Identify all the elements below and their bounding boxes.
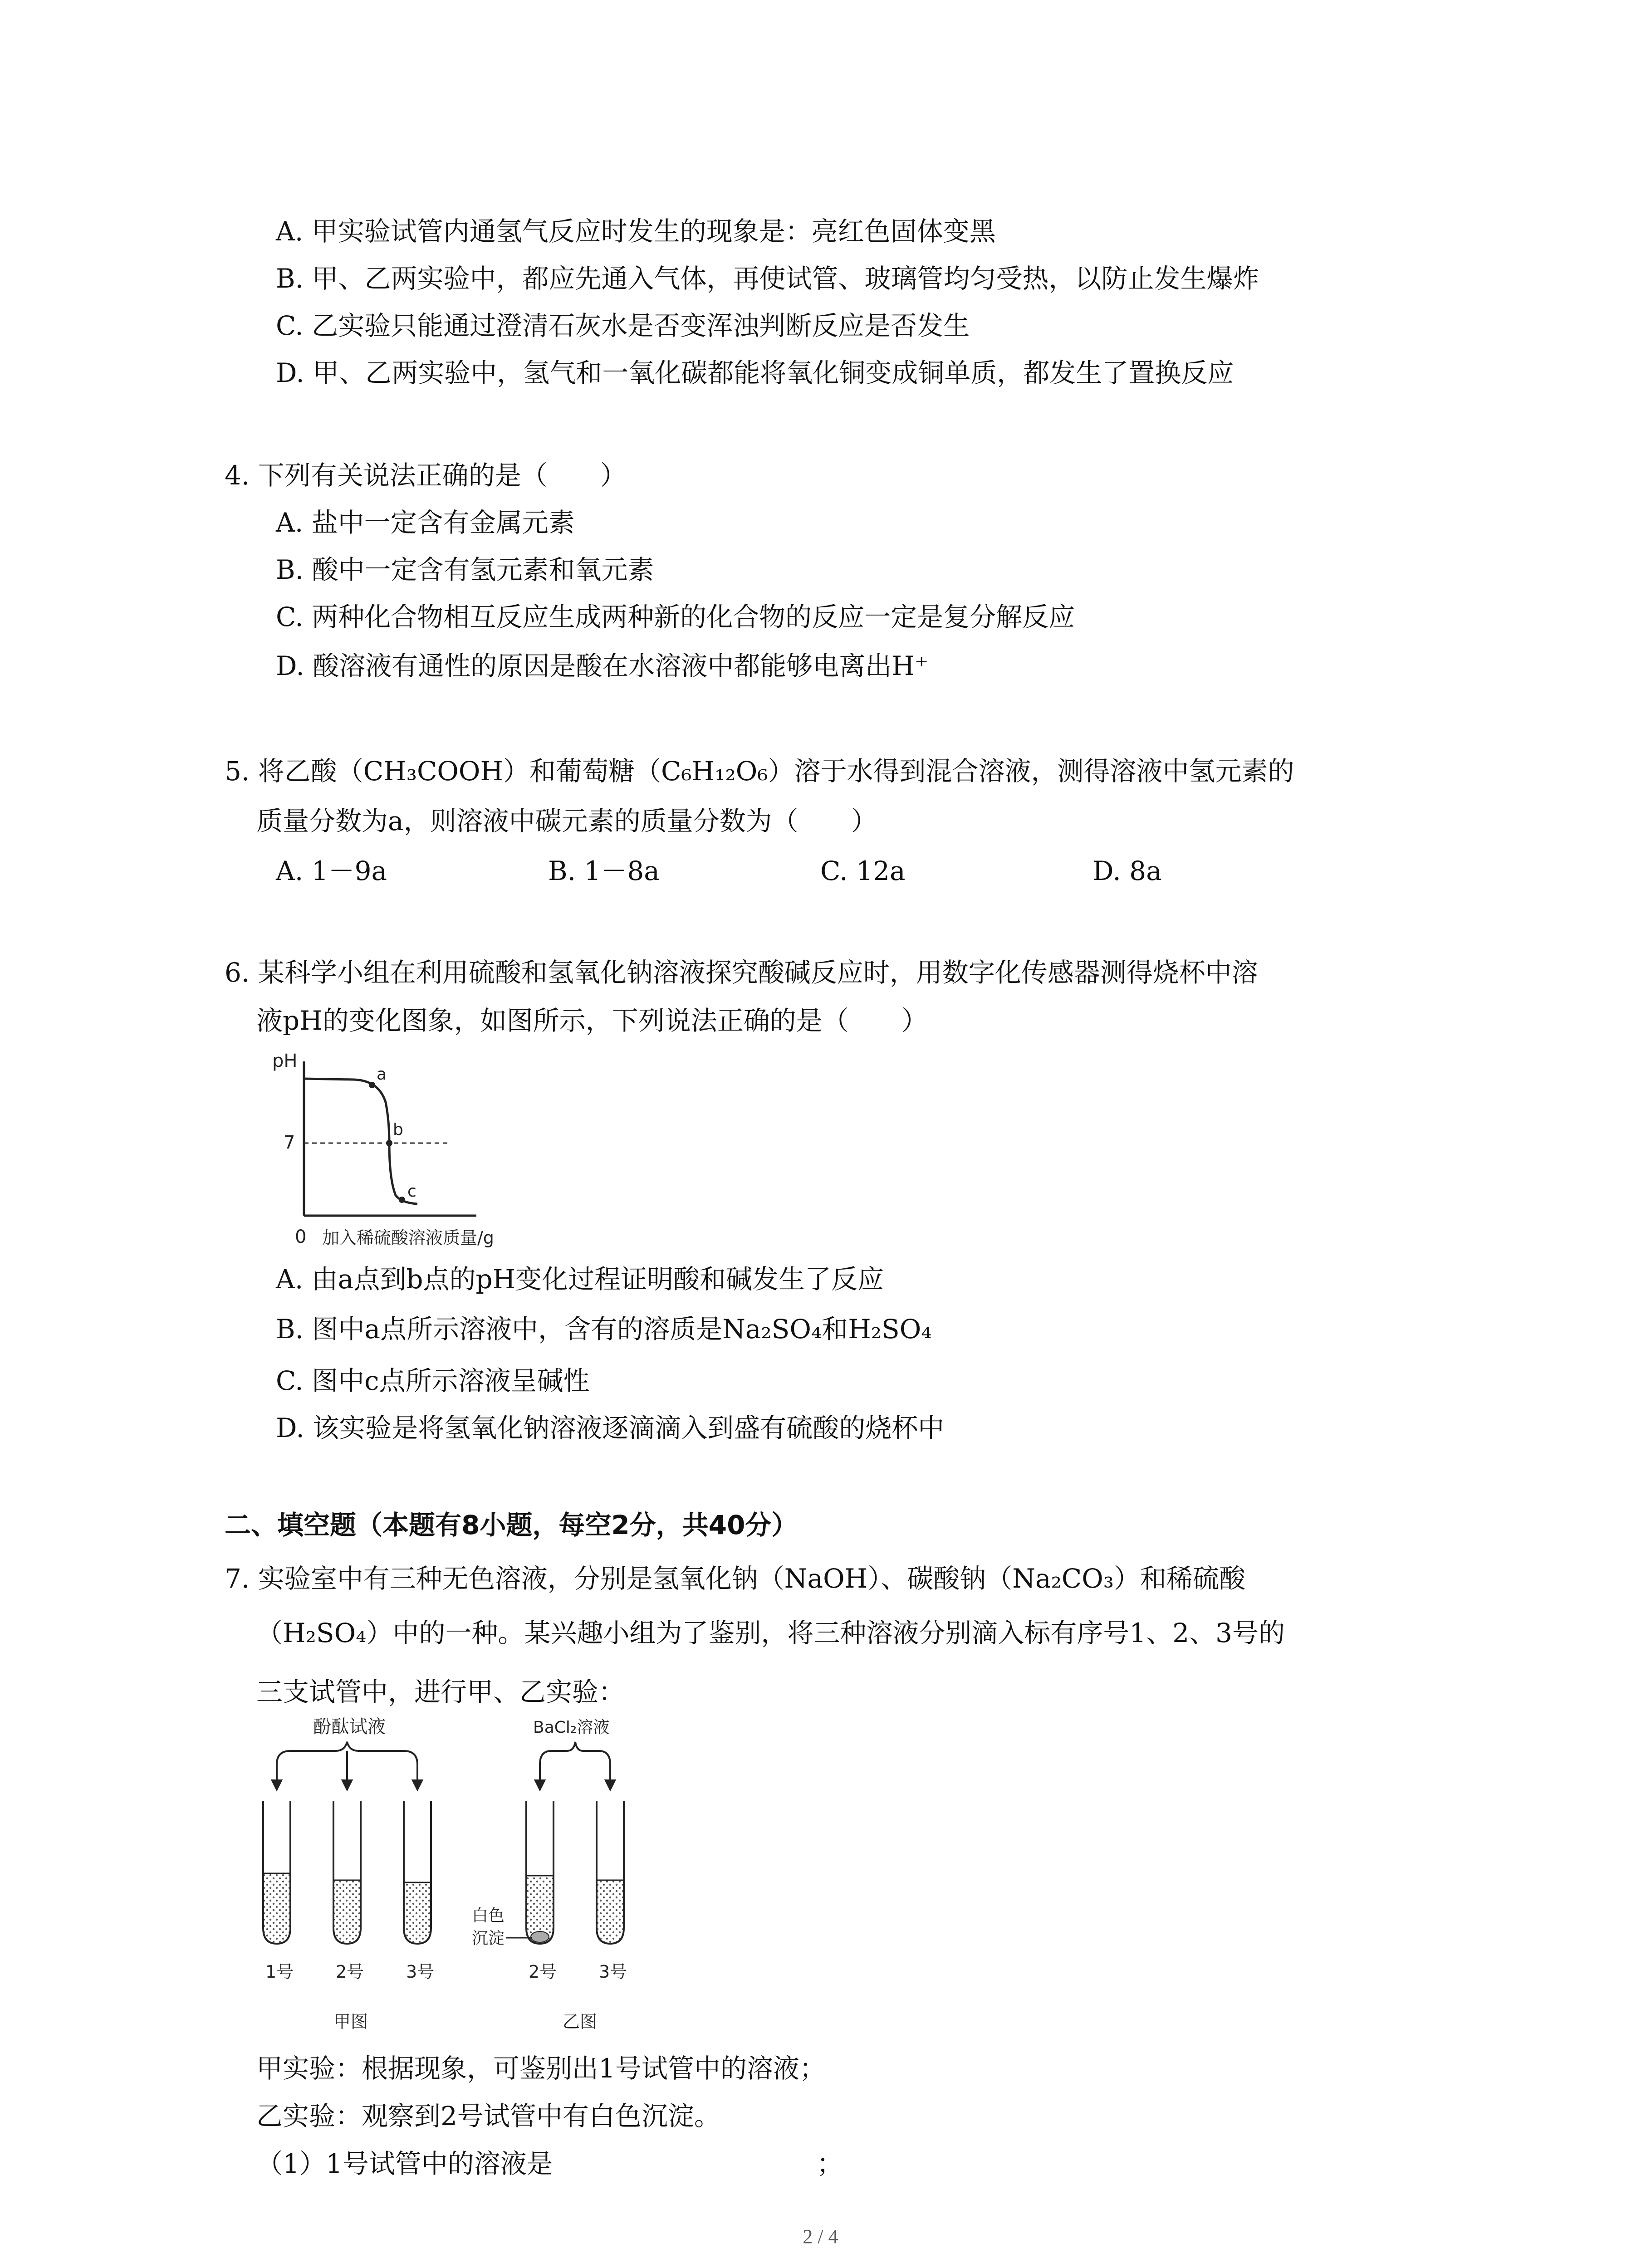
q4-option-b: B. 酸中一定含有氢元素和氧元素 xyxy=(276,554,654,585)
ph-graph xyxy=(263,1043,517,1256)
q7-stem-line2: （H₂SO₄）中的一种。某兴趣小组为了鉴别，将三种溶液分别滴入标有序号1、2、3号的 xyxy=(256,1618,1285,1648)
jia-tube-1-label: 1号 xyxy=(265,1962,294,1982)
test-tube-figure xyxy=(250,1715,726,2041)
page-number: 2 / 4 xyxy=(803,2225,838,2248)
precipitate-label-2: 沉淀 xyxy=(472,1929,505,1948)
yi-tube-2-label: 2号 xyxy=(529,1962,557,1982)
q5-option-a: A. 1－9a xyxy=(276,855,387,886)
x-axis-label: 加入稀硫酸溶液质量/g xyxy=(322,1228,494,1248)
q5-option-b: B. 1－8a xyxy=(548,855,660,886)
precipitate-label-1: 白色 xyxy=(472,1906,505,1925)
q3-option-d: D. 甲、乙两实验中，氢气和一氧化碳都能将氧化铜变成铜单质，都发生了置换反应 xyxy=(276,357,1234,388)
point-b-label: b xyxy=(393,1120,403,1139)
point-b-marker xyxy=(386,1140,392,1146)
jia-tube-1 xyxy=(263,1801,290,1944)
q6-stem-line1: 6. 某科学小组在利用硫酸和氢氧化钠溶液探究酸碱反应时，用数字化传感器测得烧杯中溶 xyxy=(225,957,1258,988)
q7-sub1: （1）1号试管中的溶液是 xyxy=(256,2148,553,2179)
jia-tube-3 xyxy=(404,1801,431,1944)
q7-sub1-end: ； xyxy=(817,2148,843,2179)
jia-caption: 甲图 xyxy=(333,2012,368,2032)
q6-option-d: D. 该实验是将氢氧化钠溶液逐滴滴入到盛有硫酸的烧杯中 xyxy=(276,1413,945,1443)
q5-option-d: D. 8a xyxy=(1092,855,1162,886)
q3-option-c: C. 乙实验只能通过澄清石灰水是否变浑浊判断反应是否发生 xyxy=(276,310,970,341)
origin-label: 0 xyxy=(295,1227,307,1247)
q6-stem-line2: 液pH的变化图象，如图所示，下列说法正确的是（ ） xyxy=(256,1005,928,1036)
point-a-marker xyxy=(369,1082,375,1088)
q7-exp-yi: 乙实验：观察到2号试管中有白色沉淀。 xyxy=(256,2101,720,2131)
jia-reagent-label: 酚酞试液 xyxy=(313,1716,386,1737)
point-c-marker xyxy=(399,1197,405,1203)
q5-stem-line2: 质量分数为a，则溶液中碳元素的质量分数为（ ） xyxy=(256,806,877,836)
section2-title: 二、填空题（本题有8小题，每空2分，共40分） xyxy=(225,1510,798,1540)
q6-option-a: A. 由a点到b点的pH变化过程证明酸和碱发生了反应 xyxy=(276,1264,884,1295)
y-axis-label: pH xyxy=(272,1051,298,1071)
white-precipitate xyxy=(531,1931,549,1942)
q4-option-d: D. 酸溶液有通性的原因是酸在水溶液中都能够电离出H⁺ xyxy=(276,650,929,681)
q3-option-b: B. 甲、乙两实验中，都应先通入气体，再使试管、玻璃管均匀受热，以防止发生爆炸 xyxy=(276,263,1259,294)
jia-tube-3-label: 3号 xyxy=(406,1962,435,1982)
q4-option-a: A. 盐中一定含有金属元素 xyxy=(276,507,575,538)
yi-caption: 乙图 xyxy=(563,2012,598,2032)
q4-stem: 4. 下列有关说法正确的是（ ） xyxy=(225,460,627,491)
jia-tube-2-label: 2号 xyxy=(336,1962,364,1982)
q5-option-c: C. 12a xyxy=(820,855,906,886)
point-c-label: c xyxy=(407,1182,416,1201)
q6-option-b: B. 图中a点所示溶液中，含有的溶质是Na₂SO₄和H₂SO₄ xyxy=(276,1314,932,1344)
yi-reagent-label: BaCl₂溶液 xyxy=(533,1718,610,1737)
q7-exp-jia: 甲实验：根据现象，可鉴别出1号试管中的溶液； xyxy=(256,2053,826,2084)
jia-tube-2 xyxy=(333,1801,361,1944)
yi-tube-3-label: 3号 xyxy=(599,1962,627,1982)
q3-option-a: A. 甲实验试管内通氢气反应时发生的现象是：亮红色固体变黑 xyxy=(276,216,996,247)
q6-option-c: C. 图中c点所示溶液呈碱性 xyxy=(276,1365,590,1396)
ph-curve xyxy=(304,1079,417,1204)
yi-brace xyxy=(540,1742,610,1765)
y-tick-7: 7 xyxy=(284,1132,295,1153)
q5-stem-line1: 5. 将乙酸（CH₃COOH）和葡萄糖（C₆H₁₂O₆）溶于水得到混合溶液，测得溶液中氢元素的 xyxy=(225,756,1294,787)
q7-stem-line3: 三支试管中，进行甲、乙实验： xyxy=(256,1677,625,1707)
jia-arrows xyxy=(272,1751,422,1789)
yi-arrows xyxy=(535,1765,615,1789)
q7-stem-line1: 7. 实验室中有三种无色溶液，分别是氢氧化钠（NaOH）、碳酸钠（Na₂CO₃）和稀硫酸 xyxy=(225,1563,1245,1594)
yi-tube-2 xyxy=(526,1801,554,1944)
yi-tube-3 xyxy=(597,1801,624,1944)
q4-option-c: C. 两种化合物相互反应生成两种新的化合物的反应一定是复分解反应 xyxy=(276,601,1075,632)
point-a-label: a xyxy=(377,1065,387,1084)
